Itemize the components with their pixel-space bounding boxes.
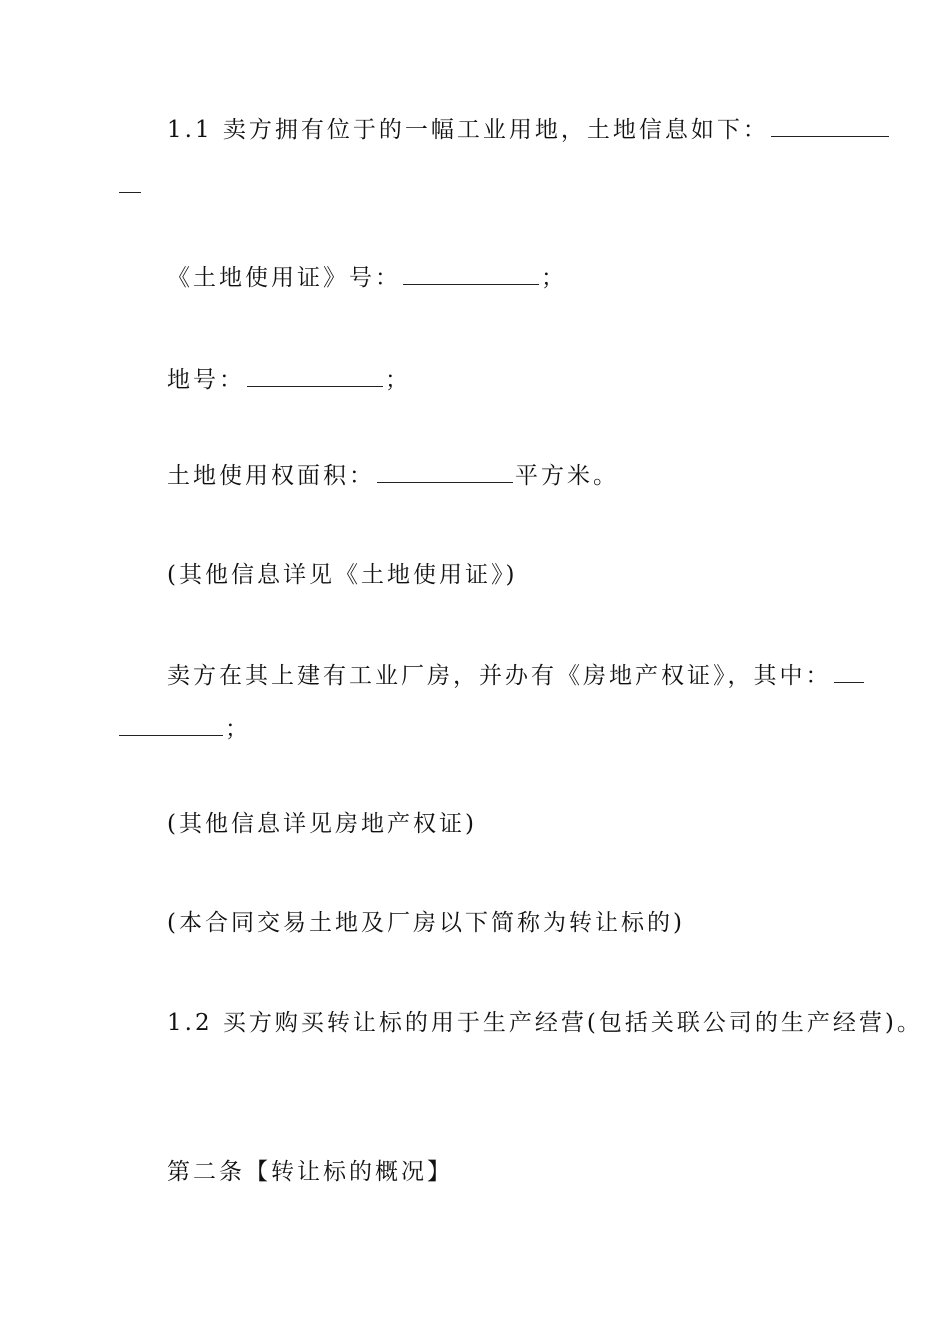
building-text: 卖方在其上建有工业厂房，并办有《房地产权证》，其中： [167,663,832,689]
blank-field-lot-no [247,364,383,387]
land-cert-line [167,262,567,293]
land-cert-end: ； [541,265,567,291]
land-area-line [167,460,619,491]
article-2-heading: 第二条【转让标的概况】 [167,1159,453,1185]
building-line [167,660,866,691]
land-cert-label: 《土地使用证》号： [167,265,401,291]
land-area-label: 土地使用权面积： [167,463,375,489]
clause-1-2: 1.2 买方购买转让标的用于生产经营(包括关联公司的生产经营)。 [167,1010,923,1036]
clause-1-1-text: 1.1 卖方拥有位于的一幅工业用地，土地信息如下： [167,117,769,143]
lot-no-label: 地号： [167,367,245,393]
blank-field-building [834,660,864,683]
building-continuation [117,713,251,744]
clause-1-1-continuation [117,170,143,201]
note-land: (其他信息详见《土地使用证》) [167,562,518,588]
clause-1-1 [167,114,891,145]
blank-field-land-info [771,114,889,137]
note-building: (其他信息详见房地产权证) [167,811,477,837]
note-subject: (本合同交易土地及厂房以下简称为转让标的) [167,910,685,936]
lot-no-end: ； [385,367,411,393]
blank-field-land-info-cont [119,170,141,193]
blank-field-building-cont [119,713,223,736]
blank-field-land-cert [403,262,539,285]
blank-field-land-area [377,460,513,483]
land-area-unit: 平方米。 [515,463,619,489]
lot-no-line [167,364,411,395]
building-end: ； [225,716,251,742]
